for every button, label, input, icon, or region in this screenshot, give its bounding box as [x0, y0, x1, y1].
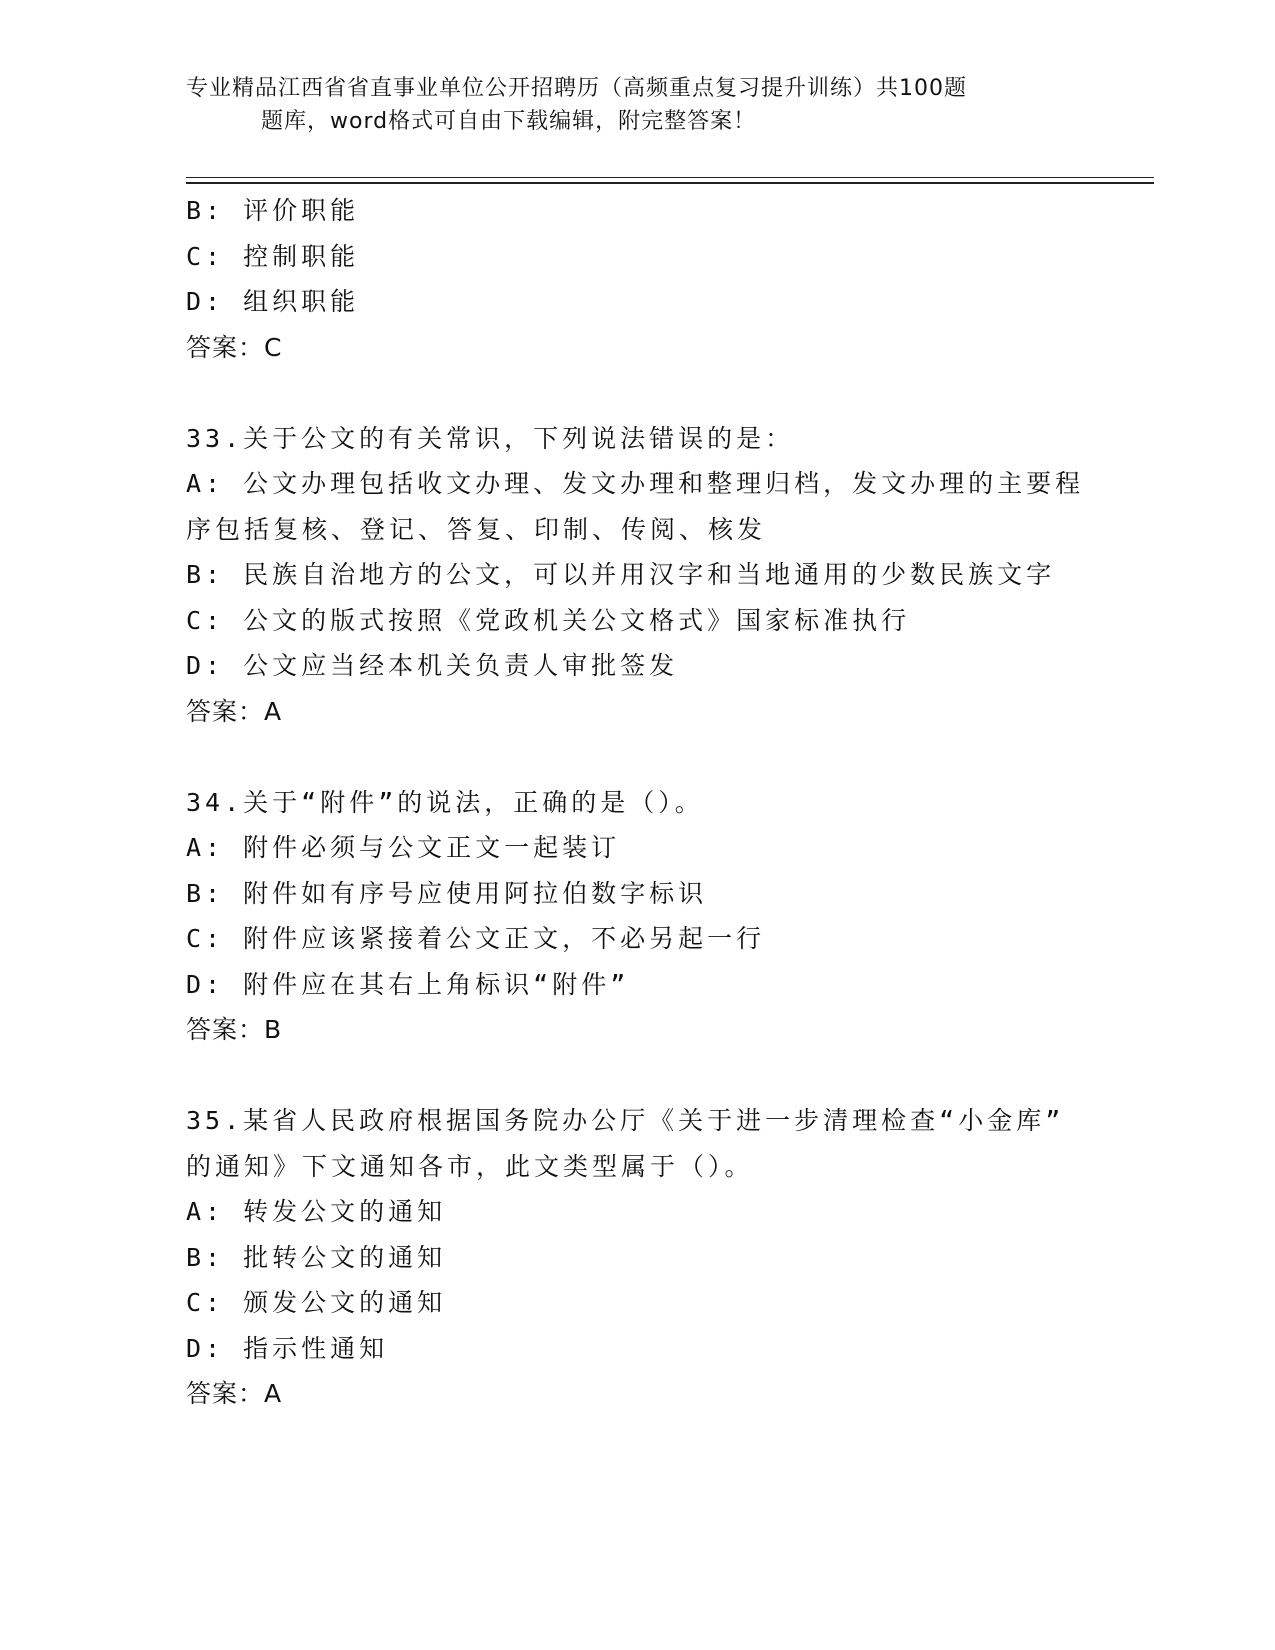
question-stem: 34.关于“附件”的说法，正确的是（）。	[186, 787, 704, 817]
question-stem: 33.关于公文的有关常识，下列说法错误的是：	[186, 423, 795, 453]
answer-line: 答案：A	[186, 696, 283, 726]
question-spacer	[186, 370, 1086, 416]
option-line: D: 组织职能	[186, 287, 360, 316]
option-line: A: 附件必须与公文正文一起装订	[186, 833, 621, 862]
option-line: A: 公文办理包括收文办理、发文办理和整理归档，发文办理的主要程	[186, 469, 1085, 498]
option-line: A: 转发公文的通知	[186, 1197, 447, 1226]
answer-line: 答案：A	[186, 1379, 283, 1408]
option-line: 序包括复核、登记、答复、印制、传阅、核发	[186, 514, 767, 544]
question-spacer	[186, 1053, 1086, 1099]
header-title-line-2: 题库，word格式可自由下载编辑，附完整答案！	[261, 109, 757, 134]
answer-line: 答案：C	[186, 332, 283, 362]
option-line: B: 附件如有序号应使用阿拉伯数字标识	[186, 878, 708, 908]
answer-line: 答案：B	[186, 1015, 283, 1044]
option-line: D: 附件应在其右上角标识“附件”	[186, 969, 630, 999]
question-spacer	[186, 734, 1086, 780]
question-stem: 35.某省人民政府根据国务院办公厅《关于进一步清理检查“小金库”	[186, 1106, 1065, 1135]
document-header	[186, 72, 1066, 138]
option-line: D: 公文应当经本机关负责人审批签发	[186, 651, 679, 680]
option-line: B: 民族自治地方的公文，可以并用汉字和当地通用的少数民族文字	[186, 560, 1056, 589]
header-divider-thin	[186, 177, 1154, 178]
header-title-line-1: 专业精品江西省省直事业单位公开招聘历（高频重点复习提升训练）共100题	[186, 76, 967, 101]
option-line: B: 批转公文的通知	[186, 1242, 447, 1272]
option-line: B: 评价职能	[186, 196, 360, 225]
option-line: C: 附件应该紧接着公文正文，不必另起一行	[186, 924, 766, 953]
option-line: D: 指示性通知	[186, 1333, 389, 1363]
option-line: C: 颁发公文的通知	[186, 1288, 447, 1317]
option-line: C: 公文的版式按照《党政机关公文格式》国家标准执行	[186, 605, 911, 635]
header-divider-thick	[186, 182, 1154, 184]
question-stem: 的通知》下文通知各市，此文类型属于（）。	[186, 1151, 754, 1181]
question-list	[186, 188, 1086, 1417]
option-line: C: 控制职能	[186, 241, 360, 271]
